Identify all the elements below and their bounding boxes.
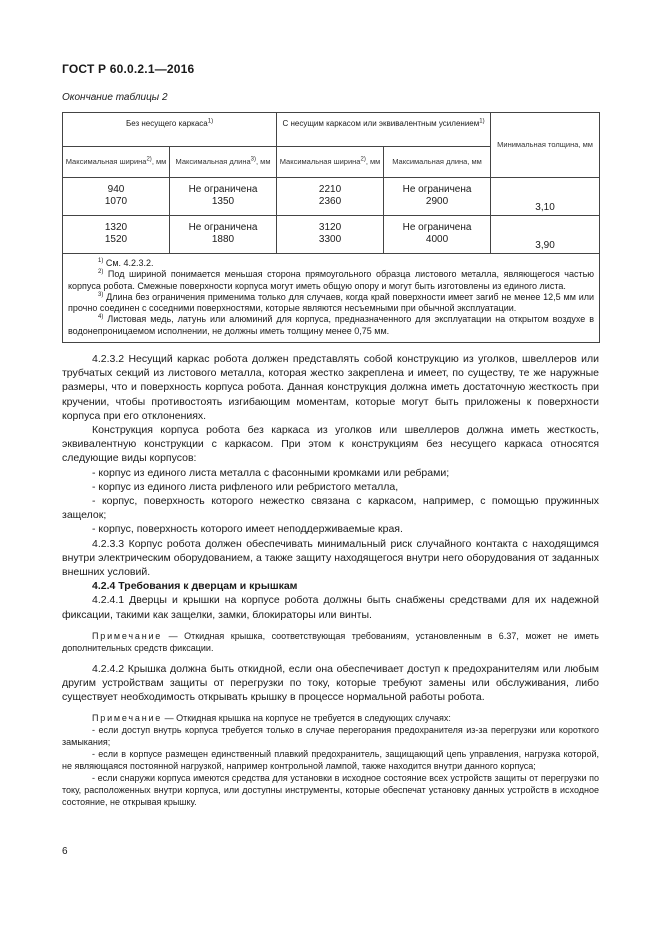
table-notes-row [63, 254, 600, 343]
section-heading: 4.2.4 Требования к дверцам и крышкам [92, 580, 298, 593]
note-list-item: - если снаружи корпуса имеются средства для установки в исходное состояние всех устройств защиты от перегрузки по току, расположенных внутри корпуса, или доступны инструменты, которые обеспечат установку данных устройств в исходное состояние, не открывая крышку. [62, 773, 599, 808]
paragraph: 4.2.4.1 Дверцы и крышки на корпусе робота должны быть снабжены средствами для их надежной фиксации, такими как защелки, замки, блокираторы или винты. [62, 594, 599, 621]
table-caption: Окончание таблицы 2 [62, 92, 168, 103]
cell-width-a: 1320 1520 [63, 218, 170, 254]
note: Примечание — Откидная крышка на корпусе не требуется в следующих случаях: [92, 713, 451, 724]
header-max-width-a: Максимальная ширина$^{2)}$, мм [63, 147, 170, 178]
cell-length-a: Не ограничена 1350 [170, 180, 277, 216]
header-min-thickness: Минимальная толщина, мм [491, 113, 600, 178]
page-number: 6 [62, 846, 68, 857]
body-text [62, 352, 599, 808]
cell-length-b: Не ограничена 4000 [384, 218, 491, 254]
list-item: - корпус из единого листа металла с фасонными кромками или ребрами; [92, 466, 450, 479]
paragraph: 4.2.4.2 Крышка должна быть откидной, если она обеспечивает доступ к предохранителям или любым другим устройствам защиты от перегрузки по току, которые требуют замены или обслуживания, либо существует необходимость открывать крышку в процессе нормальной работы робота. [62, 662, 599, 704]
cell-width-a: 940 1070 [63, 180, 170, 216]
header-max-width-b: Максимальная ширина$^{2)}$, мм [277, 147, 384, 178]
cell-width-b: 3120 3300 [277, 218, 384, 254]
cell-length-a: Не ограничена 1880 [170, 218, 277, 254]
document-code: ГОСТ Р 60.0.2.1—2016 [62, 62, 195, 76]
header-max-length-a: Максимальная длина$^{3)}$, мм [170, 147, 277, 178]
footnote: $^{3)}$ Длина без ограничения применима только для случаев, когда край поверхности имеет загиб не менее 12,5 мм или прочно соединен с соседними поверхностями, которые являются несъемными при обычной эксплуатации. [68, 291, 595, 314]
paragraph: Конструкция корпуса робота без каркаса из уголков или швеллеров должна иметь жесткость, эквивалентную конструкции с каркасом. При этом к конструкциям без несущего каркаса относятся следующие виды корпусов: [62, 424, 599, 465]
cell-min-thickness: 3,10 [491, 180, 600, 216]
table-notes [63, 254, 600, 343]
footnote: $^{2)}$ Под шириной понимается меньшая сторона прямоугольного образца листового металла, являющегося частью корпуса робота. Смежные поверхности корпуса могут иметь общую опору и могут быть изготовлены из единого листа. [68, 269, 595, 291]
thickness-table [62, 112, 600, 343]
note-list-item: - если в корпусе размещен единственный плавкий предохранитель, защищающий цепь управления, нагрузка которой, не являющаяся постоянной нагрузкой, например контрольной лампой, также находится внутри данного корпуса; [62, 749, 599, 772]
list-item: - корпус из единого листа рифленого или ребристого металла, [92, 480, 399, 493]
group-without-frame: Без несущего каркаса$^{1)}$ [63, 113, 277, 147]
footnote: $^{1)}$ См. 4.2.3.2. [98, 258, 154, 268]
group-with-frame: С несущим каркасом или эквивалентным усилением$^{1)}$ [277, 113, 491, 147]
list-item: - корпус, поверхность которого имеет неподдерживаемые края. [92, 523, 403, 536]
header-max-length-b: Максимальная длина, мм [384, 147, 491, 178]
footnote: $^{4)}$ Листовая медь, латунь или алюминий для корпуса, предназначенного для эксплуатации на открытом воздухе в водонепроницаемом исполнении, не должны иметь толщину менее 0,75 мм. [68, 314, 595, 336]
paragraph: 4.2.3.3 Корпус робота должен обеспечивать минимальный риск случайного контакта с находящимся внутри электрическим оборудованием, а также защиту находящегося внутри него оборудования от заданных внешних условий. [62, 537, 599, 579]
list-item: - корпус, поверхность которого нежестко связана с каркасом, например, с помощью пружинных защелок; [62, 495, 599, 522]
note-list-item: - если доступ внутрь корпуса требуется только в случае перегорания предохранителя из-за перегрузки или короткого замыкания; [62, 725, 599, 748]
cell-length-b: Не ограничена 2900 [384, 180, 491, 216]
table-row [63, 218, 600, 254]
table-group-header-row [63, 113, 600, 147]
table-row [63, 180, 600, 216]
cell-min-thickness: 3,90 [491, 218, 600, 254]
paragraph: 4.2.3.2 Несущий каркас робота должен представлять собой конструкцию из уголков, швеллеров или трубчатых секций из листового металла, которая жестко закреплена и имеет, по существу, те же наружные размеры, что и поверхность корпуса робота. Данная конструкция должна иметь достаточную жесткость при кручении, чтобы противостоять изгибающим моментам, которые могут быть приложены к поверхности корпуса при его отклонениях. [62, 353, 599, 422]
note: Примечание — Откидная крышка, соответствующая требованиям, установленным в 6.37, может не иметь дополнительных средств фиксации. [62, 630, 599, 653]
cell-width-b: 2210 2360 [277, 180, 384, 216]
